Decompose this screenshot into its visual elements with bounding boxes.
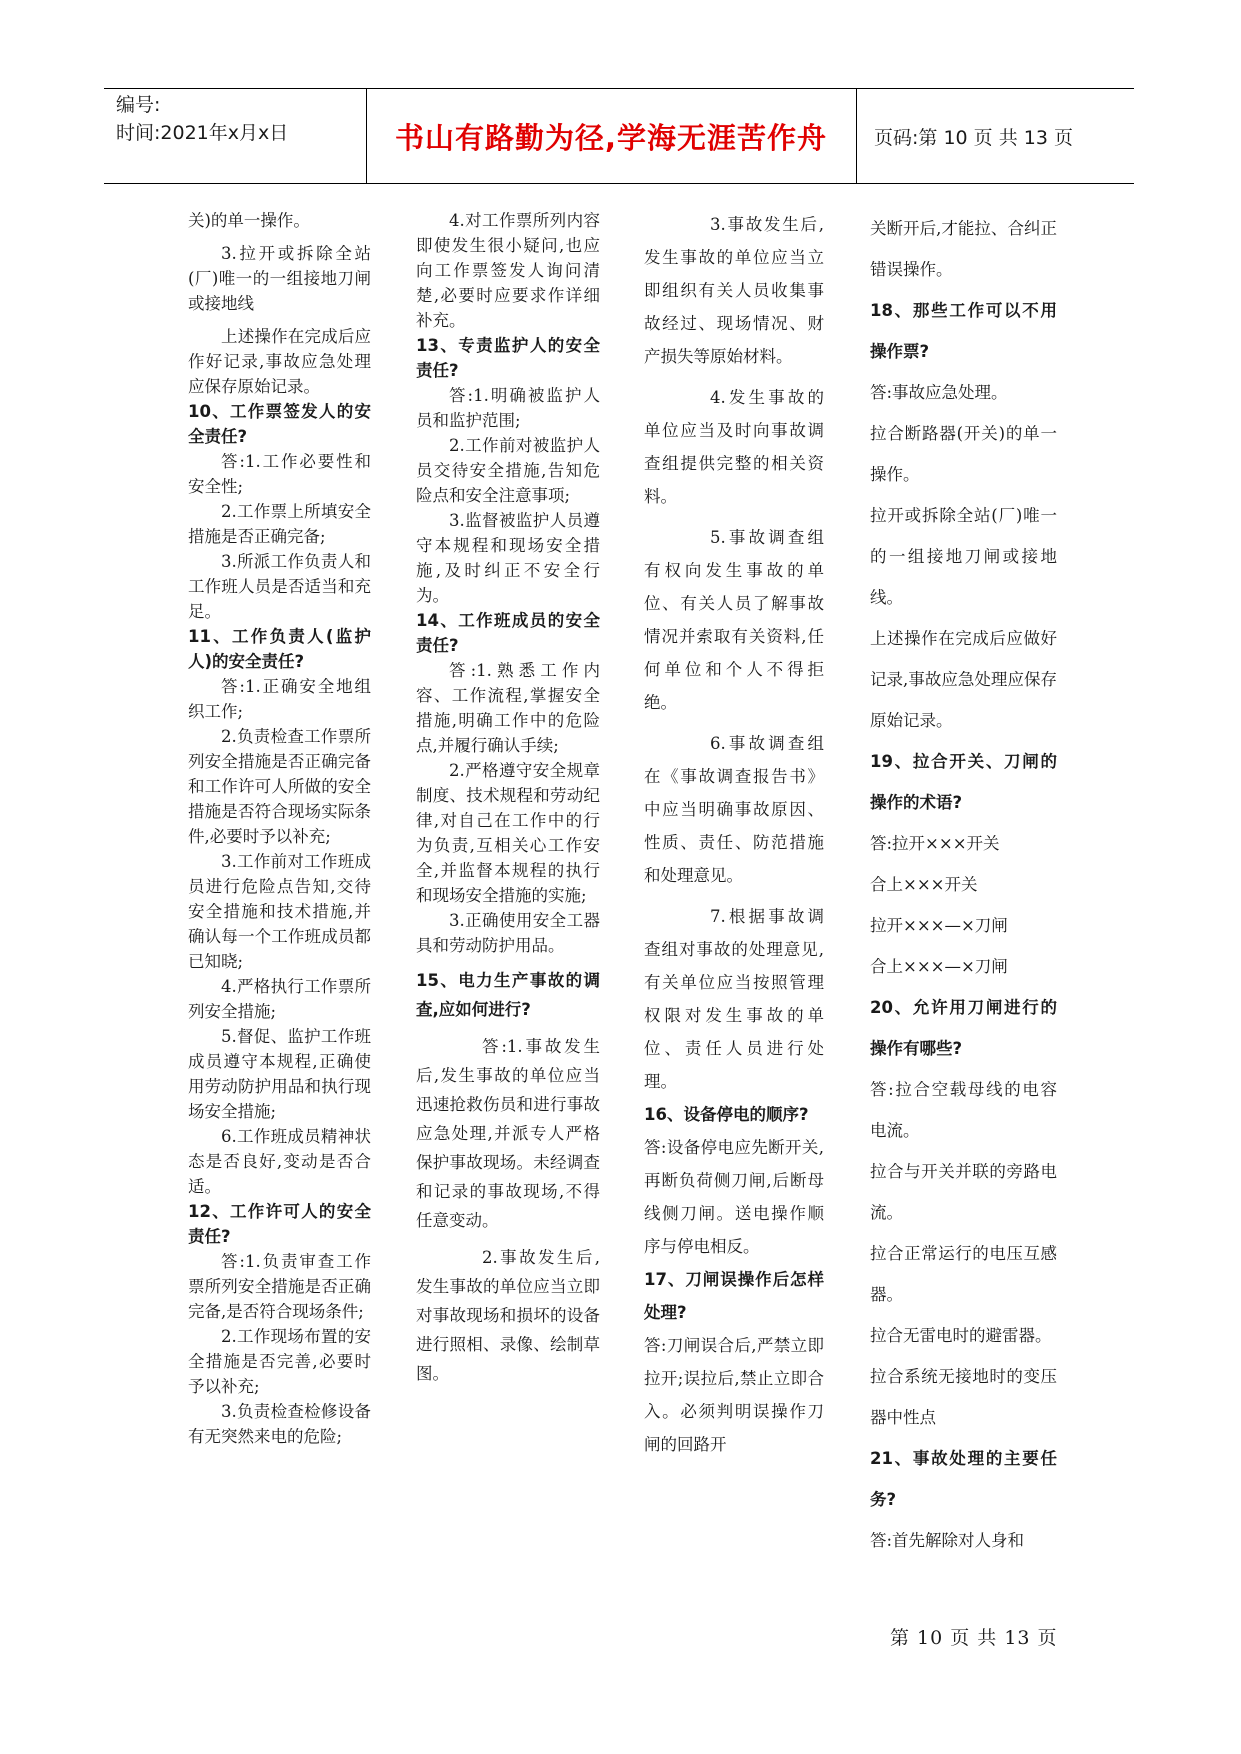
question-heading: 18、那些工作可以不用操作票? — [870, 301, 1057, 361]
paragraph: 3.监督被监护人员遵守本规程和现场安全措施,及时纠正不安全行为。 — [416, 511, 600, 605]
paragraph: 合上×××开关 — [870, 875, 978, 894]
paragraph: 4.发生事故的单位应当及时向事故调查组提供完整的相关资料。 — [644, 388, 824, 506]
question-heading: 15、电力生产事故的调查,应如何进行? — [416, 971, 600, 1019]
paragraph: 2.负责检查工作票所列安全措施是否正确完备和工作许可人所做的安全措施是否符合现场实际条件,必要时予以补充; — [188, 727, 371, 846]
text-column-4 — [870, 208, 1057, 1561]
header-meta — [116, 91, 368, 147]
paragraph: 答:事故应急处理。 — [870, 383, 1008, 402]
question-heading: 14、工作班成员的安全责任? — [416, 611, 600, 655]
paragraph: 4.严格执行工作票所列安全措施; — [188, 977, 371, 1021]
paragraph: 拉开或拆除全站(厂)唯一的一组接地刀闸或接地线。 — [870, 506, 1057, 607]
paragraph: 2.工作票上所填安全措施是否正确完备; — [188, 502, 371, 546]
paragraph: 5.督促、监护工作班成员遵守本规程,正确使用劳动防护用品和执行现场安全措施; — [188, 1027, 371, 1121]
page-footer: 第 10 页 共 13 页 — [890, 1627, 1058, 1649]
paragraph: 2.工作现场布置的安全措施是否完善,必要时予以补充; — [188, 1327, 371, 1396]
paragraph: 4.对工作票所列内容即使发生很小疑问,也应向工作票签发人询问清楚,必要时应要求作详细补充。 — [416, 211, 600, 330]
paragraph: 3.所派工作负责人和工作班人员是否适当和充足。 — [188, 552, 371, 621]
paragraph: 答:拉开×××开关 — [870, 834, 1000, 853]
header-motto: 书山有路勤为径,学海无涯苦作舟 — [394, 120, 828, 155]
question-heading: 20、允许用刀闸进行的操作有哪些? — [870, 998, 1057, 1058]
paragraph: 6.工作班成员精神状态是否良好,变动是否合适。 — [188, 1127, 371, 1196]
text-column-1 — [188, 208, 371, 1449]
paragraph: 答:1.工作必要性和安全性; — [188, 452, 371, 496]
paragraph: 上述操作在完成后应作好记录,事故应急处理应保存原始记录。 — [188, 327, 371, 396]
paragraph: 3.正确使用安全工器具和劳动防护用品。 — [416, 911, 600, 955]
header-divider — [856, 89, 857, 183]
serial-label: 编号: — [116, 94, 161, 116]
question-heading: 17、刀闸误操作后怎样处理? — [644, 1270, 824, 1322]
question-heading: 19、拉合开关、刀闸的操作的术语? — [870, 752, 1057, 812]
time-label: 时间:2021年x月x日 — [116, 122, 289, 144]
question-heading: 12、工作许可人的安全责任? — [188, 1202, 371, 1246]
header-page-number: 页码:第 10 页 共 13 页 — [874, 126, 1073, 149]
question-heading: 16、设备停电的顺序? — [644, 1105, 809, 1124]
question-heading: 10、工作票签发人的安全责任? — [188, 402, 371, 446]
paragraph: 2.事故发生后,发生事故的单位应当立即对事故现场和损坏的设备进行照相、录像、绘制草图。 — [416, 1248, 600, 1383]
question-heading: 11、工作负责人(监护人)的安全责任? — [188, 627, 371, 671]
text-column-2 — [416, 208, 600, 1388]
paragraph: 答:1.负责审查工作票所列安全措施是否正确完备,是否符合现场条件; — [188, 1252, 371, 1321]
paragraph: 3.工作前对工作班成员进行危险点告知,交待安全措施和技术措施,并确认每一个工作班成员都已知晓; — [188, 852, 371, 971]
paragraph: 合上×××—×刀闸 — [870, 957, 1008, 976]
paragraph: 拉合断路器(开关)的单一操作。 — [870, 424, 1057, 484]
paragraph: 7.根据事故调查组对事故的处理意见,有关单位应当按照管理权限对发生事故的单位、责任人员进行处理。 — [644, 907, 824, 1091]
paragraph: 3.事故发生后,发生事故的单位应当立即组织有关人员收集事故经过、现场情况、财产损失等原始材料。 — [644, 215, 824, 366]
paragraph: 答:首先解除对人身和 — [870, 1531, 1025, 1550]
question-heading: 21、事故处理的主要任务? — [870, 1449, 1057, 1509]
paragraph: 3.拉开或拆除全站(厂)唯一的一组接地刀闸或接地线 — [188, 244, 371, 313]
paragraph: 答:刀闸误合后,严禁立即拉开;误拉后,禁止立即合入。必须判明误操作刀闸的回路开 — [644, 1336, 824, 1454]
paragraph: 5.事故调查组有权向发生事故的单位、有关人员了解事故情况并索取有关资料,任何单位和个人不得拒绝。 — [644, 528, 824, 712]
paragraph: 答:1.明确被监护人员和监护范围; — [416, 386, 600, 430]
paragraph: 上述操作在完成后应做好记录,事故应急处理应保存原始记录。 — [870, 629, 1057, 730]
paragraph: 答:拉合空载母线的电容电流。 — [870, 1080, 1057, 1140]
paragraph: 拉合正常运行的电压互感器。 — [870, 1244, 1057, 1304]
paragraph: 拉开×××—×刀闸 — [870, 916, 1008, 935]
page-header — [104, 88, 1134, 184]
question-heading: 13、专责监护人的安全责任? — [416, 336, 600, 380]
paragraph: 答:1.正确安全地组织工作; — [188, 677, 371, 721]
paragraph: 拉合无雷电时的避雷器。 — [870, 1326, 1052, 1345]
paragraph: 2.工作前对被监护人员交待安全措施,告知危险点和安全注意事项; — [416, 436, 600, 505]
paragraph: 拉合与开关并联的旁路电流。 — [870, 1162, 1057, 1222]
text-column-3 — [644, 208, 824, 1461]
paragraph: 答:设备停电应先断开关,再断负荷侧刀闸,后断母线侧刀闸。送电操作顺序与停电相反。 — [644, 1138, 824, 1256]
paragraph: 拉合系统无接地时的变压器中性点 — [870, 1367, 1057, 1427]
paragraph: 2.严格遵守安全规章制度、技术规程和劳动纪律,对自己在工作中的行为负责,互相关心工作安全,并监督本规程的执行和现场安全措施的实施; — [416, 761, 600, 905]
paragraph: 关断开后,才能拉、合纠正错误操作。 — [870, 219, 1057, 279]
paragraph: 3.负责检查检修设备有无突然来电的危险; — [188, 1402, 371, 1446]
paragraph: 关)的单一操作。 — [188, 211, 310, 230]
paragraph: 答:1.事故发生后,发生事故的单位应当迅速抢救伤员和进行事故应急处理,并派专人严格保护事故现场。未经调查和记录的事故现场,不得任意变动。 — [416, 1037, 600, 1230]
paragraph: 6.事故调查组在《事故调查报告书》中应当明确事故原因、性质、责任、防范措施和处理意见。 — [644, 734, 824, 885]
paragraph: 答:1.熟悉工作内容、工作流程,掌握安全措施,明确工作中的危险点,并履行确认手续; — [416, 661, 600, 755]
